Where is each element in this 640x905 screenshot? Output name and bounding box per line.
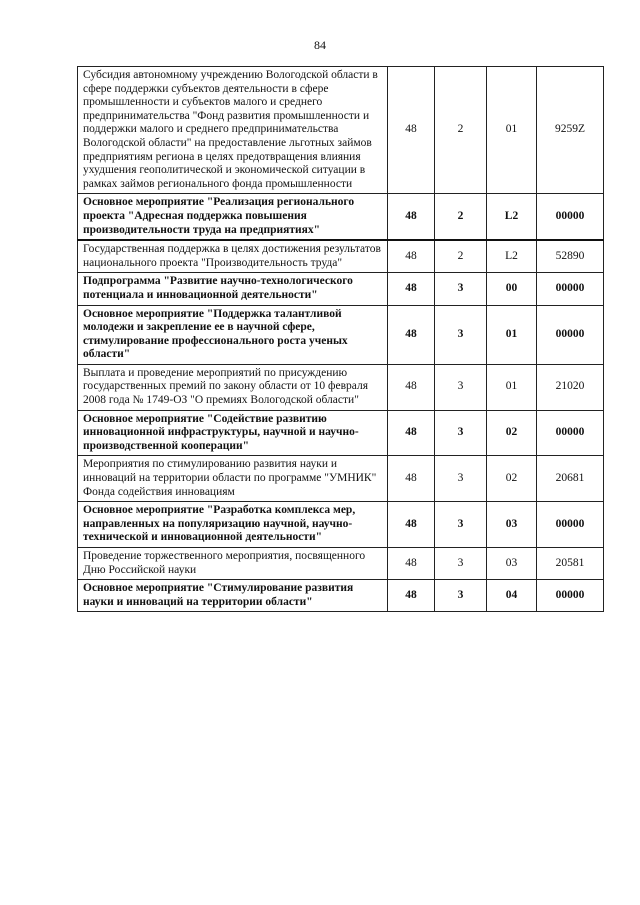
table-row (78, 456, 604, 502)
row-direction: 00000 (537, 502, 604, 548)
row-name: Основное мероприятие "Содействие развитию инновационной инфраструктуры, научной и научно-производственной кооперации" (78, 410, 388, 456)
row-grbs: 48 (388, 305, 435, 364)
row-direction: 20681 (537, 456, 604, 502)
table-row (78, 502, 604, 548)
row-direction: 00000 (537, 194, 604, 240)
row-direction: 00000 (537, 273, 604, 305)
row-name: Основное мероприятие "Разработка комплекса мер, направленных на популяризацию научной, научно-технической и инновационной деятельности" (78, 502, 388, 548)
row-grbs: 48 (388, 273, 435, 305)
row-subprogram: 2 (435, 67, 487, 194)
row-direction: 21020 (537, 364, 604, 410)
row-name: Государственная поддержка в целях достижения результатов национального проекта "Производительность труда" (78, 240, 388, 273)
row-grbs: 48 (388, 456, 435, 502)
row-grbs: 48 (388, 67, 435, 194)
row-direction: 00000 (537, 305, 604, 364)
row-main-event: 03 (487, 548, 537, 580)
table-row (78, 240, 604, 273)
table-row (78, 580, 604, 612)
row-direction: 20581 (537, 548, 604, 580)
row-subprogram: 3 (435, 410, 487, 456)
row-direction: 00000 (537, 410, 604, 456)
row-direction: 52890 (537, 240, 604, 273)
row-direction: 9259Z (537, 67, 604, 194)
row-name: Основное мероприятие "Стимулирование развития науки и инноваций на территории области" (78, 580, 388, 612)
row-main-event: 01 (487, 364, 537, 410)
row-main-event: 01 (487, 67, 537, 194)
row-grbs: 48 (388, 364, 435, 410)
row-main-event: 03 (487, 502, 537, 548)
row-main-event: 02 (487, 456, 537, 502)
budget-classification-table (77, 66, 604, 612)
row-grbs: 48 (388, 548, 435, 580)
table-row (78, 194, 604, 240)
row-name: Мероприятия по стимулированию развития науки и инноваций на территории области по программе "УМНИК" Фонда содействия инновациям (78, 456, 388, 502)
row-main-event: 02 (487, 410, 537, 456)
row-grbs: 48 (388, 502, 435, 548)
row-main-event: L2 (487, 194, 537, 240)
row-subprogram: 3 (435, 273, 487, 305)
row-grbs: 48 (388, 240, 435, 273)
row-subprogram: 3 (435, 305, 487, 364)
row-subprogram: 3 (435, 580, 487, 612)
row-name: Основное мероприятие "Реализация регионального проекта "Адресная поддержка повышения производительности труда на предприятиях" (78, 194, 388, 240)
row-subprogram: 3 (435, 502, 487, 548)
row-direction: 00000 (537, 580, 604, 612)
row-name: Выплата и проведение мероприятий по присуждению государственных премий по закону области от 10 февраля 2008 года № 1749-ОЗ "О премиях Вологодской области" (78, 364, 388, 410)
page-number: 84 (314, 38, 326, 52)
table-row (78, 364, 604, 410)
row-main-event: 00 (487, 273, 537, 305)
row-subprogram: 2 (435, 240, 487, 273)
row-name: Основное мероприятие "Поддержка талантливой молодежи и закрепление ее в научной сфере, стимулирование профессионального роста ученых области" (78, 305, 388, 364)
row-grbs: 48 (388, 410, 435, 456)
row-name: Проведение торжественного мероприятия, посвященного Дню Российской науки (78, 548, 388, 580)
table-body (78, 67, 604, 612)
row-subprogram: 3 (435, 456, 487, 502)
row-main-event: 01 (487, 305, 537, 364)
row-subprogram: 3 (435, 364, 487, 410)
row-grbs: 48 (388, 194, 435, 240)
table-row (78, 305, 604, 364)
row-grbs: 48 (388, 580, 435, 612)
row-main-event: L2 (487, 240, 537, 273)
table-row (78, 67, 604, 194)
row-name: Подпрограмма "Развитие научно-технологического потенциала и инновационной деятельности" (78, 273, 388, 305)
row-subprogram: 3 (435, 548, 487, 580)
row-name: Субсидия автономному учреждению Вологодской области в сфере поддержки субъектов деятельности в сфере промышленности и субъектов малого и среднего предпринимательства "Фонд развития промышленности и поддержки малого и среднего предпринимательства Вологодской области" на предоставление льготных займов предприятиям региона в целях предотвращения влияния ухудшения геополитической и экономической ситуации в рамках займов регионального фонда промышленности (78, 67, 388, 194)
table-row (78, 273, 604, 305)
table-row (78, 410, 604, 456)
table-row (78, 548, 604, 580)
row-main-event: 04 (487, 580, 537, 612)
row-subprogram: 2 (435, 194, 487, 240)
